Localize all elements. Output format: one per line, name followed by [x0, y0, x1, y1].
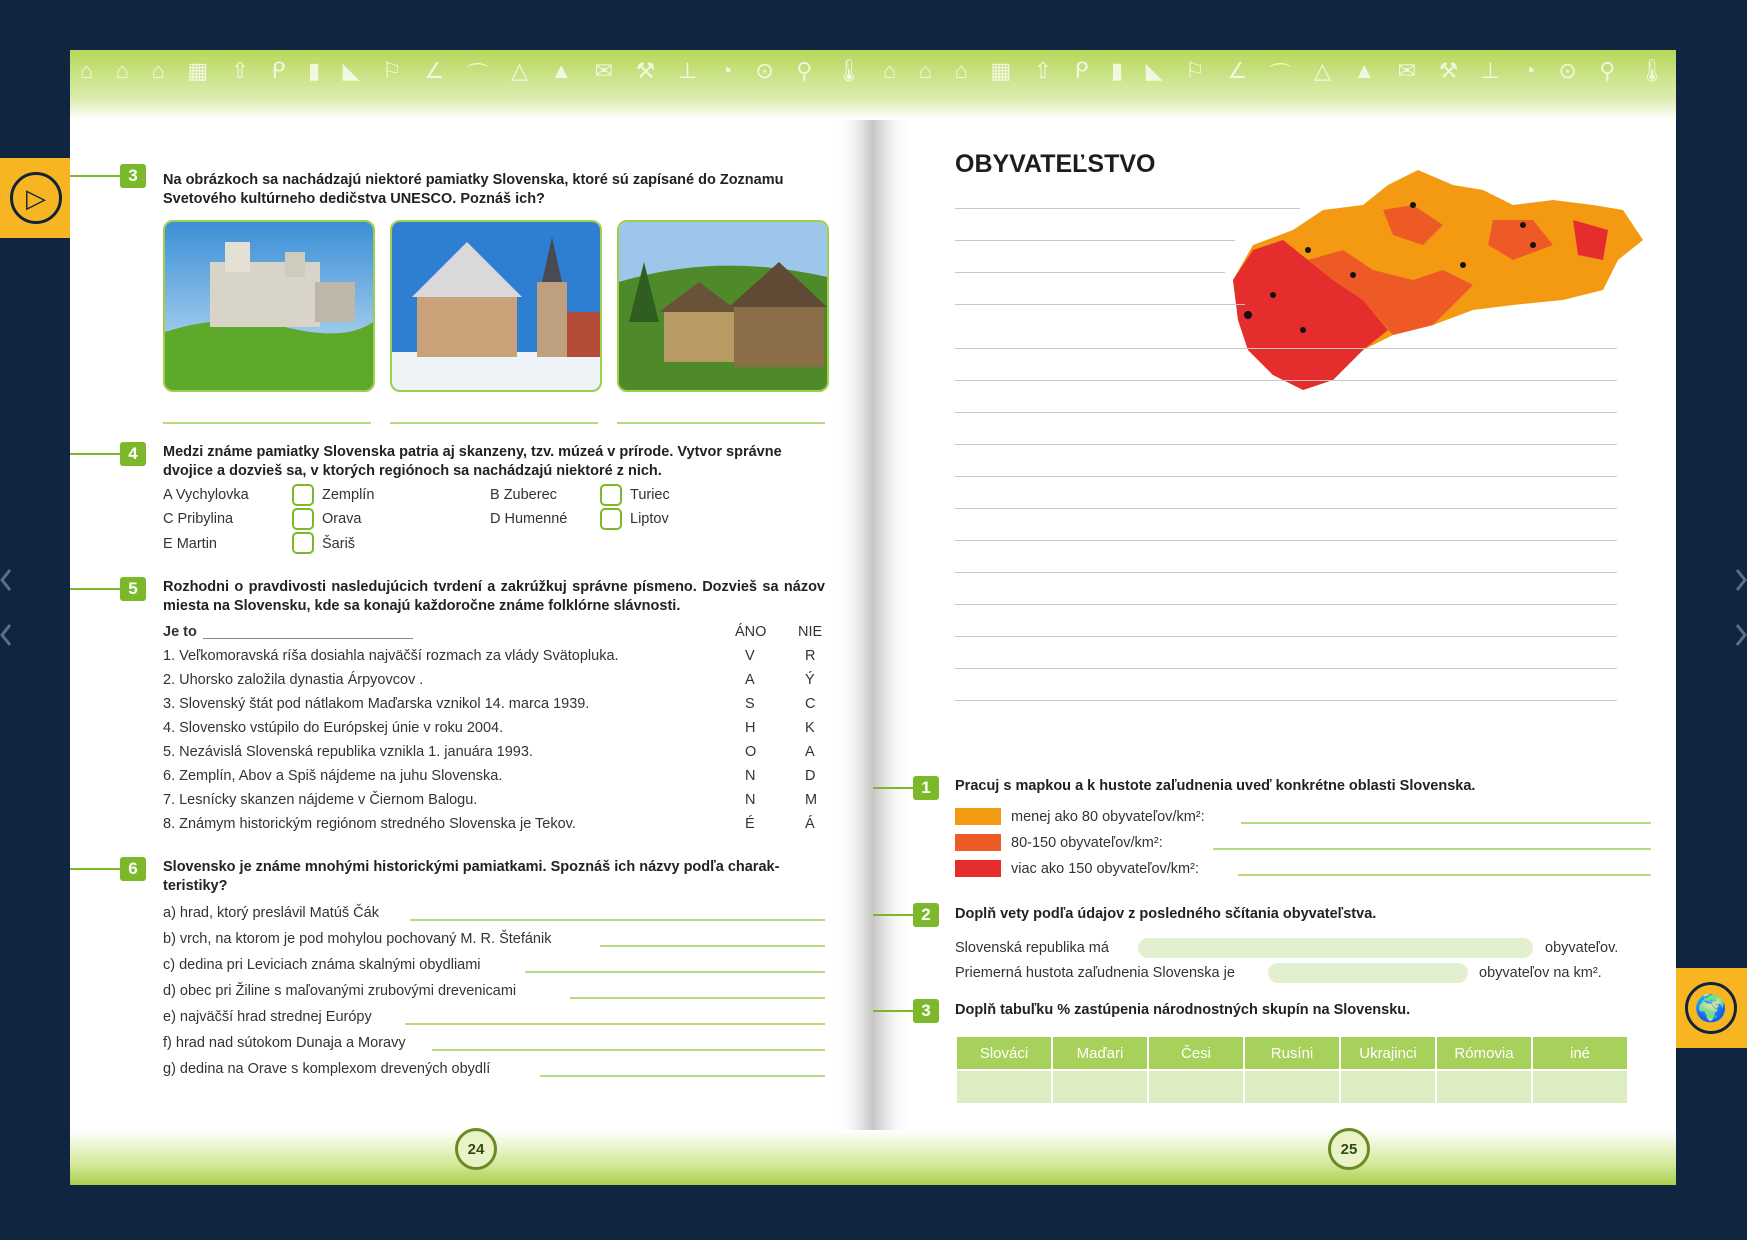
q6-line — [70, 868, 120, 870]
population-density-map — [1213, 150, 1653, 400]
q5-number: 5 — [120, 577, 146, 601]
q6-answer-b[interactable] — [600, 945, 825, 947]
statement-8-yes[interactable]: É — [745, 816, 755, 832]
q6-answer-g[interactable] — [540, 1075, 825, 1077]
writing-line[interactable] — [955, 444, 1617, 445]
table-input-cell[interactable] — [1244, 1070, 1340, 1104]
decorative-icon-strip: ⌂ ⌂ ⌂ ▦ ⇧ ᑭ ▮ ◣ ⚐ ∠ ⌒ △ ▲ ✉ ⚒ ⊥ ◔ ⊙ ⚲ 🌡 — [883, 58, 1666, 87]
statement-5: 5. Nezávislá Slovenská republika vznikla 1. januára 1993. — [163, 744, 533, 760]
writing-line[interactable] — [955, 208, 1300, 209]
q2-line1-prefix: Slovenská republika má — [955, 940, 1109, 956]
q1-text: Pracuj s mapkou a k hustote zaľudnenia uveď konkrétne oblasti Slovenska. — [955, 778, 1476, 794]
table-row — [956, 1070, 1628, 1104]
photo-vlkolinec-village — [617, 220, 829, 392]
je-to-answer-line[interactable] — [203, 638, 413, 639]
q2-line2-prefix: Priemerná hustota zaľudnenia Slovenska je — [955, 965, 1235, 981]
table-input-cell[interactable] — [1340, 1070, 1436, 1104]
writing-line[interactable] — [955, 572, 1617, 573]
statement-4-no[interactable]: K — [805, 720, 815, 736]
q6-answer-f[interactable] — [432, 1049, 825, 1051]
statement-3-yes[interactable]: S — [745, 696, 755, 712]
q3-text: Na obrázkoch sa nachádzajú niektoré pamiatky Slovenska, ktoré sú zapísané do Zoznamu Svetového kultúrneho dedičstva UNESCO. Poznáš ich? — [163, 172, 784, 207]
photo-bardejov-town-hall — [390, 220, 602, 392]
legend-swatch-low — [955, 808, 1001, 825]
statement-4-yes[interactable]: H — [745, 720, 756, 736]
statement-6-yes[interactable]: N — [745, 768, 756, 784]
statement-2: 2. Uhorsko založila dynastia Árpyovcov . — [163, 672, 424, 688]
writing-line[interactable] — [955, 540, 1617, 541]
q3-number: 3 — [120, 164, 146, 188]
no-header: NIE — [798, 624, 823, 640]
workbook-spread — [70, 50, 1676, 1185]
writing-line[interactable] — [955, 636, 1617, 637]
left-page — [70, 50, 873, 1185]
je-to-label: Je to — [163, 624, 197, 640]
q2-line1-suffix: obyvateľov. — [1545, 940, 1619, 956]
writing-line[interactable] — [955, 668, 1617, 669]
q6-item-e: e) najväčší hrad strednej Európy — [163, 1009, 372, 1025]
statement-6: 6. Zemplín, Abov a Spiš nájdeme na juhu Slovenska. — [163, 768, 503, 784]
statement-4: 4. Slovensko vstúpilo do Európskej únie v roku 2004. — [163, 720, 504, 736]
table-header-row — [956, 1036, 1628, 1070]
q5-line — [70, 588, 120, 590]
writing-line[interactable] — [955, 476, 1617, 477]
checkbox-saris[interactable] — [292, 532, 314, 554]
statement-5-yes[interactable]: O — [745, 744, 757, 760]
writing-line[interactable] — [955, 272, 1225, 273]
table-header-cell: Rusíni — [1244, 1036, 1340, 1070]
statement-8: 8. Známym historickým regiónom stredného Slovenska je Tekov. — [163, 816, 576, 832]
statement-3: 3. Slovenský štát pod nátlakom Maďarska vznikol 14. marca 1939. — [163, 696, 590, 712]
statement-7-yes[interactable]: N — [745, 792, 756, 808]
q6-text: Slovensko je známe mnohými historickými pamiatkami. Spoznáš ich názvy podľa charak-teristiky? — [163, 859, 780, 894]
q3r-text: Doplň tabuľku % zastúpenia národnostných skupín na Slovensku. — [955, 1002, 1411, 1018]
q1-line — [873, 787, 913, 789]
legend-low-label: menej ako 80 obyvateľov/km²: — [1011, 809, 1205, 825]
q6-item-b: b) vrch, na ktorom je pod mohylou pochovaný M. R. Štefánik — [163, 931, 552, 947]
checkbox-orava[interactable] — [292, 508, 314, 530]
q4-line — [70, 453, 120, 455]
q1-number: 1 — [913, 776, 939, 800]
q6-answer-c[interactable] — [525, 971, 825, 973]
writing-line[interactable] — [955, 348, 1617, 349]
region-saris: Šariš — [322, 536, 356, 552]
q2-number: 2 — [913, 903, 939, 927]
q2-text: Doplň vety podľa údajov z posledného sčítania obyvateľstva. — [955, 906, 1377, 922]
table-header-cell: Česi — [1148, 1036, 1244, 1070]
q6-answer-d[interactable] — [570, 997, 825, 999]
table-header-cell: Rómovia — [1436, 1036, 1532, 1070]
table-input-cell[interactable] — [1436, 1070, 1532, 1104]
q3r-number: 3 — [913, 999, 939, 1023]
table-header-cell: Maďari — [1052, 1036, 1148, 1070]
legend-mid-answer[interactable] — [1213, 848, 1651, 850]
writing-line[interactable] — [955, 412, 1617, 413]
statement-7-no[interactable]: M — [805, 792, 818, 808]
statement-8-no[interactable]: Á — [805, 816, 815, 832]
prev-page-icon[interactable] — [0, 560, 12, 660]
skanzen-c: C Pribylina — [163, 511, 234, 527]
globe-icon[interactable]: 🌍 — [1685, 982, 1737, 1034]
writing-line[interactable] — [955, 700, 1617, 701]
next-page-icon[interactable] — [1735, 560, 1747, 660]
q6-item-c: c) dedina pri Leviciach známa skalnými obydliami — [163, 957, 481, 973]
region-turiec: Turiec — [630, 487, 670, 503]
answer-line-photo-3[interactable] — [617, 422, 825, 424]
q6-number: 6 — [120, 857, 146, 881]
region-orava: Orava — [322, 511, 362, 527]
checkbox-zemplin[interactable] — [292, 484, 314, 506]
q5-text: Rozhodni o pravdivosti nasledujúcich tvrdení a zakrúžkuj správne písmeno. Dozvieš sa názov miesta na Slovensku, kde sa konajú každoročne známe folklórne slávnosti. — [163, 579, 825, 614]
play-icon[interactable]: ▷ — [10, 172, 62, 224]
table-input-cell[interactable] — [1532, 1070, 1628, 1104]
legend-swatch-high — [955, 860, 1001, 877]
statement-5-no[interactable]: A — [805, 744, 815, 760]
table-input-cell[interactable] — [1052, 1070, 1148, 1104]
statement-1-yes[interactable]: V — [745, 648, 755, 664]
legend-low-answer[interactable] — [1241, 822, 1651, 824]
q2-line — [873, 914, 913, 916]
region-liptov: Liptov — [630, 511, 669, 527]
table-header-cell: iné — [1532, 1036, 1628, 1070]
legend-high-label: viac ako 150 obyvateľov/km²: — [1011, 861, 1199, 877]
legend-swatch-mid — [955, 834, 1001, 851]
table-header-cell: Ukrajinci — [1340, 1036, 1436, 1070]
writing-line[interactable] — [955, 304, 1245, 305]
writing-line[interactable] — [955, 380, 1617, 381]
right-page — [873, 50, 1676, 1185]
bottom-band — [873, 1130, 1676, 1185]
q3r-line — [873, 1010, 913, 1012]
table-input-cell[interactable] — [956, 1070, 1052, 1104]
page-title: OBYVATEĽSTVO — [955, 150, 1156, 178]
checkbox-liptov[interactable] — [600, 508, 622, 530]
skanzen-e: E Martin — [163, 536, 217, 552]
yes-header: ÁNO — [735, 624, 767, 640]
q2-line2-suffix: obyvateľov na km². — [1479, 965, 1602, 981]
q6-answer-a[interactable] — [410, 919, 825, 921]
skanzen-a: A Vychylovka — [163, 487, 249, 503]
legend-mid-label: 80-150 obyvateľov/km²: — [1011, 835, 1163, 851]
q6-item-a: a) hrad, ktorý preslávil Matúš Čák — [163, 905, 379, 921]
writing-line[interactable] — [955, 508, 1617, 509]
q6-item-g: g) dedina na Orave s komplexom drevených obydlí — [163, 1061, 491, 1077]
region-zemplin: Zemplín — [322, 487, 375, 503]
skanzen-d: D Humenné — [490, 511, 568, 527]
checkbox-turiec[interactable] — [600, 484, 622, 506]
statement-1: 1. Veľkomoravská ríša dosiahla najväčší rozmach za vlády Svätopluka. — [163, 648, 619, 664]
page-number-left: 24 — [455, 1128, 497, 1170]
density-answer-field[interactable] — [1268, 963, 1468, 983]
table-header-cell: Slováci — [956, 1036, 1052, 1070]
q6-answer-e[interactable] — [405, 1023, 825, 1025]
statement-1-no[interactable]: R — [805, 648, 816, 664]
skanzen-b: B Zuberec — [490, 487, 557, 503]
statement-3-no[interactable]: C — [805, 696, 816, 712]
play-tab[interactable] — [0, 158, 72, 238]
statement-2-yes[interactable]: A — [745, 672, 755, 688]
q4-text: Medzi známe pamiatky Slovenska patria aj skanzeny, tzv. múzeá v prírode. Vytvor správne dvojice a dozvieš sa, v ktorých regiónoch sa nachádzajú niektoré z nich. — [163, 444, 782, 479]
statement-2-no[interactable]: Ý — [805, 672, 815, 688]
population-answer-field[interactable] — [1138, 938, 1533, 958]
writing-line[interactable] — [955, 240, 1235, 241]
writing-line[interactable] — [955, 604, 1617, 605]
nationality-table — [955, 1035, 1629, 1105]
q6-item-f: f) hrad nad sútokom Dunaja a Moravy — [163, 1035, 406, 1051]
decorative-icon-strip: ⌂ ⌂ ⌂ ▦ ⇧ ᑭ ▮ ◣ ⚐ ∠ ⌒ △ ▲ ✉ ⚒ ⊥ ◔ ⊙ ⚲ 🌡 — [80, 58, 863, 87]
photo-spis-castle — [163, 220, 375, 392]
legend-high-answer[interactable] — [1238, 874, 1651, 876]
page-number-right: 25 — [1328, 1128, 1370, 1170]
statement-7: 7. Lesnícky skanzen nájdeme v Čiernom Balogu. — [163, 792, 478, 808]
q3-line — [70, 175, 120, 177]
table-input-cell[interactable] — [1148, 1070, 1244, 1104]
answer-line-photo-1[interactable] — [163, 422, 371, 424]
q4-number: 4 — [120, 442, 146, 466]
q6-item-d: d) obec pri Žiline s maľovanými zrubovými drevenicami — [163, 983, 517, 999]
globe-tab[interactable] — [1675, 968, 1747, 1048]
answer-line-photo-2[interactable] — [390, 422, 598, 424]
statement-6-no[interactable]: D — [805, 768, 816, 784]
